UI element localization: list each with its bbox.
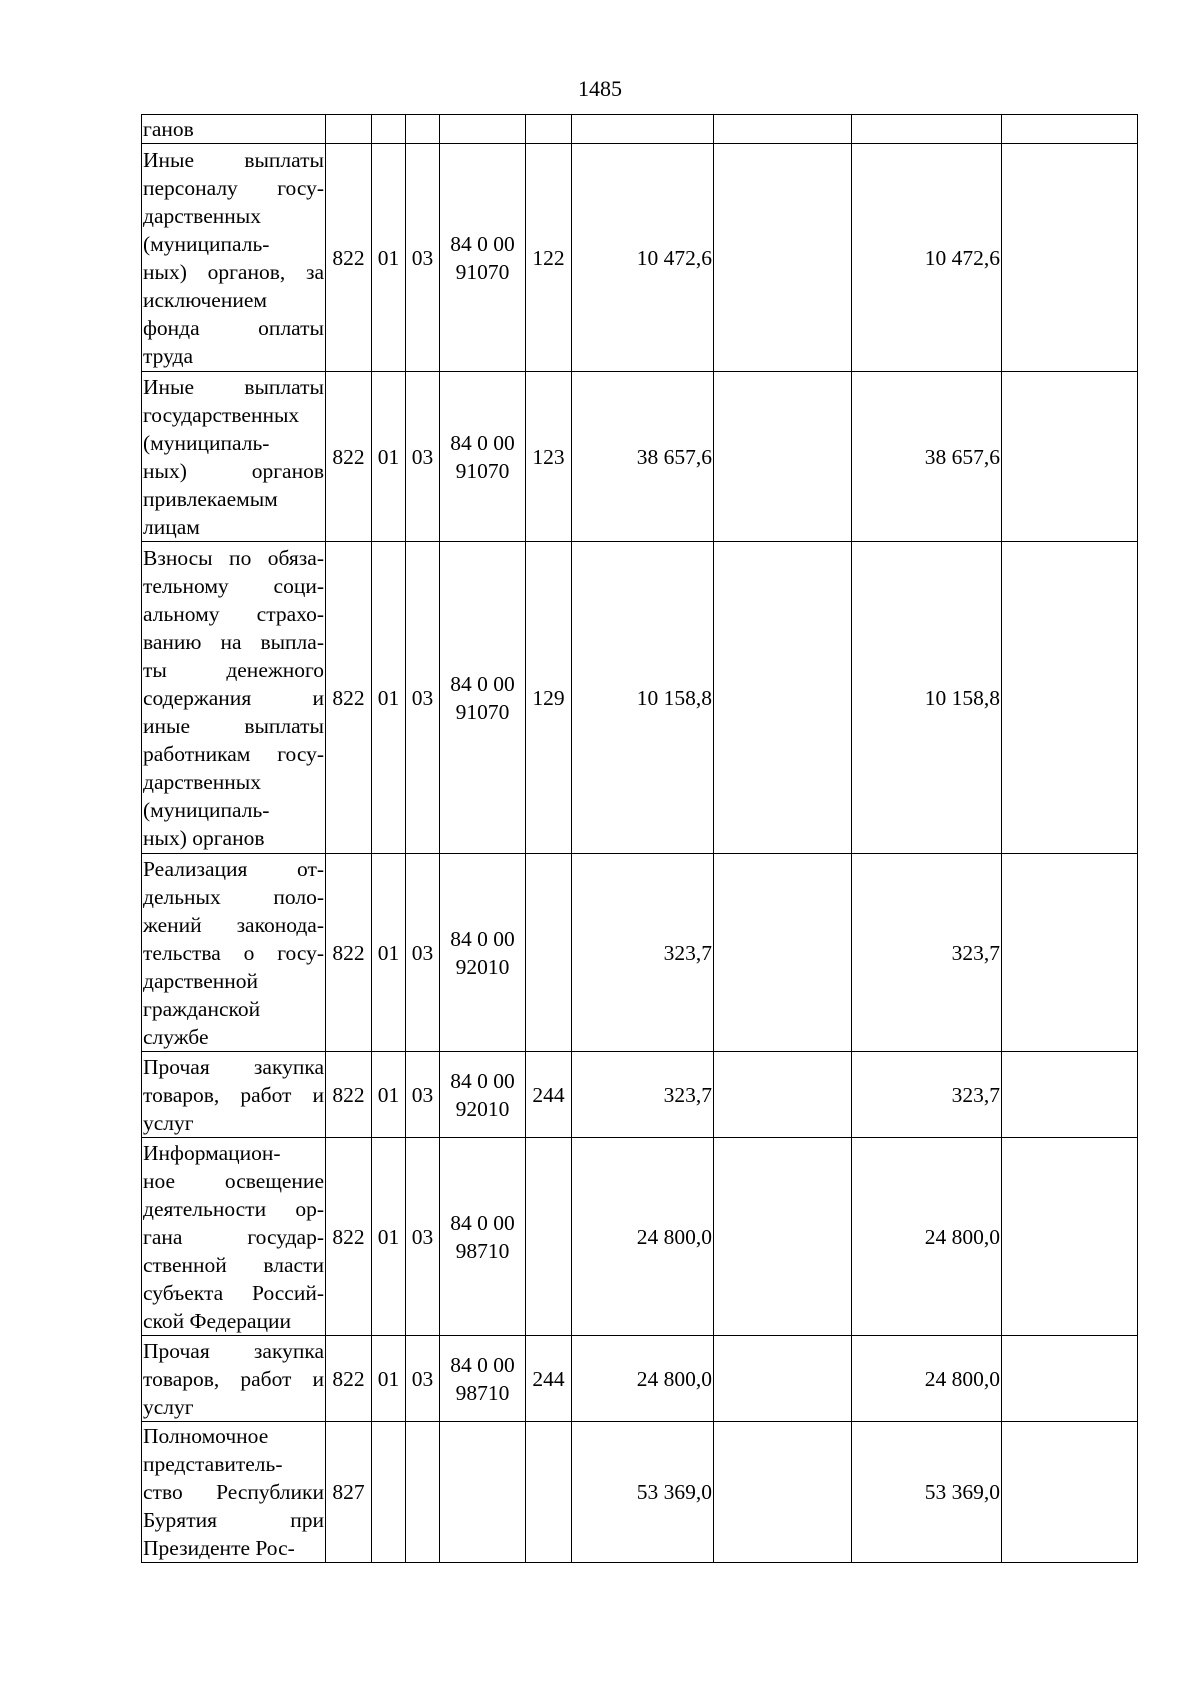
cell-name-line: государственных (143, 402, 300, 427)
cell-name (142, 1422, 326, 1563)
cell-rz: 01 (372, 1336, 406, 1422)
cell-csr-line: 84 0 00 (450, 231, 515, 256)
cell-name-line: ных) органов, за (143, 259, 324, 284)
cell-name (142, 115, 326, 144)
cell-name-line: труда (143, 343, 194, 368)
cell-vr (526, 1422, 572, 1563)
cell-amount: 10 158,8 (852, 542, 1002, 854)
cell-amount: 323,7 (852, 1052, 1002, 1138)
cell-gr: 822 (326, 1138, 372, 1336)
cell-name-line: ственной власти (143, 1252, 324, 1277)
cell-name-line: (муниципаль- (143, 231, 270, 256)
cell-vr (526, 1138, 572, 1336)
cell-gr: 822 (326, 854, 372, 1052)
cell-gr: 827 (326, 1422, 372, 1563)
cell-col7 (714, 854, 852, 1052)
cell-csr-line: 84 0 00 (450, 1352, 515, 1377)
cell-rz: 01 (372, 144, 406, 372)
cell-col9 (1002, 854, 1138, 1052)
cell-gr: 822 (326, 372, 372, 542)
cell-name-line: фонда оплаты (143, 315, 324, 340)
table-row (142, 854, 1138, 1052)
cell-name-line: привлекаемым (143, 486, 278, 511)
cell-col7 (714, 372, 852, 542)
cell-csr (440, 854, 526, 1052)
cell-pr: 03 (406, 542, 440, 854)
cell-total: 24 800,0 (572, 1336, 714, 1422)
cell-name-line: Прочая закупка (143, 1054, 324, 1079)
cell-name-line: услуг (143, 1394, 194, 1419)
cell-csr-line: 92010 (455, 1096, 510, 1121)
cell-col7 (714, 542, 852, 854)
cell-col9 (1002, 372, 1138, 542)
cell-rz (372, 115, 406, 144)
cell-name-line: Иные выплаты (143, 374, 324, 399)
cell-name-line: работникам госу- (143, 741, 324, 766)
cell-name-line: гана государ- (143, 1224, 324, 1249)
cell-amount: 24 800,0 (852, 1138, 1002, 1336)
cell-name-line: ных) органов (143, 825, 265, 850)
cell-col9 (1002, 1138, 1138, 1336)
cell-csr-line: 91070 (455, 699, 510, 724)
cell-col7 (714, 115, 852, 144)
cell-name-line: ное освещение (143, 1168, 324, 1193)
page-number: 1485 (578, 76, 622, 101)
cell-rz: 01 (372, 372, 406, 542)
cell-name-line: Реализация от- (143, 856, 324, 881)
cell-csr-line: 92010 (455, 954, 510, 979)
cell-name-line: ных) органов (143, 458, 324, 483)
cell-name-line: жений законода- (143, 912, 324, 937)
cell-amount: 38 657,6 (852, 372, 1002, 542)
table-row (142, 144, 1138, 372)
cell-name-line: товаров, работ и (143, 1366, 324, 1391)
cell-vr (526, 115, 572, 144)
cell-name-line: Президенте Рос- (143, 1536, 295, 1560)
cell-total: 10 158,8 (572, 542, 714, 854)
cell-rz: 01 (372, 542, 406, 854)
cell-total: 38 657,6 (572, 372, 714, 542)
cell-pr: 03 (406, 372, 440, 542)
cell-name-line: Прочая закупка (143, 1338, 324, 1363)
cell-amount (852, 115, 1002, 144)
cell-name (142, 854, 326, 1052)
cell-csr (440, 115, 526, 144)
budget-table (141, 114, 1138, 1563)
cell-vr: 244 (526, 1336, 572, 1422)
cell-vr: 244 (526, 1052, 572, 1138)
cell-name-line: (муниципаль- (143, 430, 270, 455)
cell-rz: 01 (372, 1052, 406, 1138)
cell-pr: 03 (406, 1336, 440, 1422)
table-row (142, 372, 1138, 542)
cell-pr (406, 115, 440, 144)
cell-amount: 10 472,6 (852, 144, 1002, 372)
cell-rz (372, 1422, 406, 1563)
cell-col7 (714, 1138, 852, 1336)
cell-name-line: (муниципаль- (143, 797, 270, 822)
cell-total: 323,7 (572, 1052, 714, 1138)
cell-name-line: субъекта Россий- (143, 1280, 324, 1305)
cell-col9 (1002, 1336, 1138, 1422)
cell-gr (326, 115, 372, 144)
cell-name-line: ство Республики (143, 1480, 324, 1504)
cell-name-line: содержания и (143, 685, 324, 710)
cell-name-line: тельства о госу- (143, 940, 324, 965)
cell-name (142, 1138, 326, 1336)
cell-vr: 122 (526, 144, 572, 372)
cell-name-line: ванию на выпла- (143, 629, 324, 654)
cell-csr (440, 1422, 526, 1563)
cell-name-line: Информацион- (143, 1140, 281, 1165)
cell-csr (440, 372, 526, 542)
table-row (142, 1422, 1138, 1563)
cell-total: 24 800,0 (572, 1138, 714, 1336)
cell-total (572, 115, 714, 144)
cell-name-line: гражданской (143, 996, 261, 1021)
cell-pr: 03 (406, 1052, 440, 1138)
table-row (142, 1052, 1138, 1138)
cell-name (142, 372, 326, 542)
cell-name-line: дарственных (143, 769, 261, 794)
cell-name (142, 1336, 326, 1422)
cell-name-line: альному страхо- (143, 601, 324, 626)
cell-csr (440, 542, 526, 854)
cell-name-line: исключением (143, 287, 267, 312)
cell-csr-line: 84 0 00 (450, 1210, 515, 1235)
cell-col7 (714, 1052, 852, 1138)
cell-pr: 03 (406, 144, 440, 372)
cell-csr-line: 98710 (455, 1380, 510, 1405)
cell-pr: 03 (406, 1138, 440, 1336)
table-row (142, 115, 1138, 144)
cell-csr-line: 84 0 00 (450, 671, 515, 696)
cell-csr-line: 84 0 00 (450, 1068, 515, 1093)
cell-col9 (1002, 115, 1138, 144)
cell-csr (440, 1052, 526, 1138)
cell-name-line: Иные выплаты (143, 147, 324, 172)
cell-vr: 129 (526, 542, 572, 854)
cell-col9 (1002, 1052, 1138, 1138)
table-row (142, 1138, 1138, 1336)
cell-name-line: ганов (143, 117, 194, 141)
cell-name-line: Бурятия при (143, 1508, 324, 1532)
cell-col9 (1002, 542, 1138, 854)
table-row (142, 1336, 1138, 1422)
cell-name-line: службе (143, 1024, 209, 1049)
cell-name-line: Полномочное (143, 1424, 269, 1448)
cell-csr (440, 1138, 526, 1336)
cell-gr: 822 (326, 1052, 372, 1138)
cell-gr: 822 (326, 144, 372, 372)
cell-name-line: тельному соци- (143, 573, 324, 598)
cell-csr-line: 84 0 00 (450, 926, 515, 951)
table-row (142, 542, 1138, 854)
cell-name-line: услуг (143, 1110, 194, 1135)
cell-gr: 822 (326, 542, 372, 854)
cell-rz: 01 (372, 854, 406, 1052)
cell-amount: 24 800,0 (852, 1336, 1002, 1422)
cell-name-line: дарственной (143, 968, 259, 993)
cell-csr-line: 98710 (455, 1238, 510, 1263)
cell-col7 (714, 144, 852, 372)
cell-col7 (714, 1336, 852, 1422)
cell-name-line: дельных поло- (143, 884, 324, 909)
cell-csr (440, 1336, 526, 1422)
cell-csr-line: 84 0 00 (450, 430, 515, 455)
cell-name-line: ской Федерации (143, 1308, 292, 1333)
cell-csr-line: 91070 (455, 259, 510, 284)
cell-vr (526, 854, 572, 1052)
cell-pr: 03 (406, 854, 440, 1052)
cell-csr (440, 144, 526, 372)
cell-rz: 01 (372, 1138, 406, 1336)
cell-name-line: персоналу госу- (143, 175, 324, 200)
cell-total: 53 369,0 (572, 1422, 714, 1563)
cell-amount: 323,7 (852, 854, 1002, 1052)
cell-amount: 53 369,0 (852, 1422, 1002, 1563)
cell-name-line: товаров, работ и (143, 1082, 324, 1107)
cell-total: 10 472,6 (572, 144, 714, 372)
cell-name-line: Взносы по обяза- (143, 545, 324, 570)
cell-col9 (1002, 1422, 1138, 1563)
cell-name (142, 144, 326, 372)
cell-name-line: лицам (143, 514, 200, 539)
cell-name-line: представитель- (143, 1452, 283, 1476)
cell-col7 (714, 1422, 852, 1563)
cell-name-line: дарственных (143, 203, 261, 228)
cell-name-line: иные выплаты (143, 713, 324, 738)
cell-csr-line: 91070 (455, 458, 510, 483)
cell-gr: 822 (326, 1336, 372, 1422)
cell-col9 (1002, 144, 1138, 372)
cell-name (142, 542, 326, 854)
cell-vr: 123 (526, 372, 572, 542)
cell-name (142, 1052, 326, 1138)
cell-name-line: ты денежного (143, 657, 324, 682)
cell-pr (406, 1422, 440, 1563)
cell-total: 323,7 (572, 854, 714, 1052)
cell-name-line: деятельности ор- (143, 1196, 324, 1221)
